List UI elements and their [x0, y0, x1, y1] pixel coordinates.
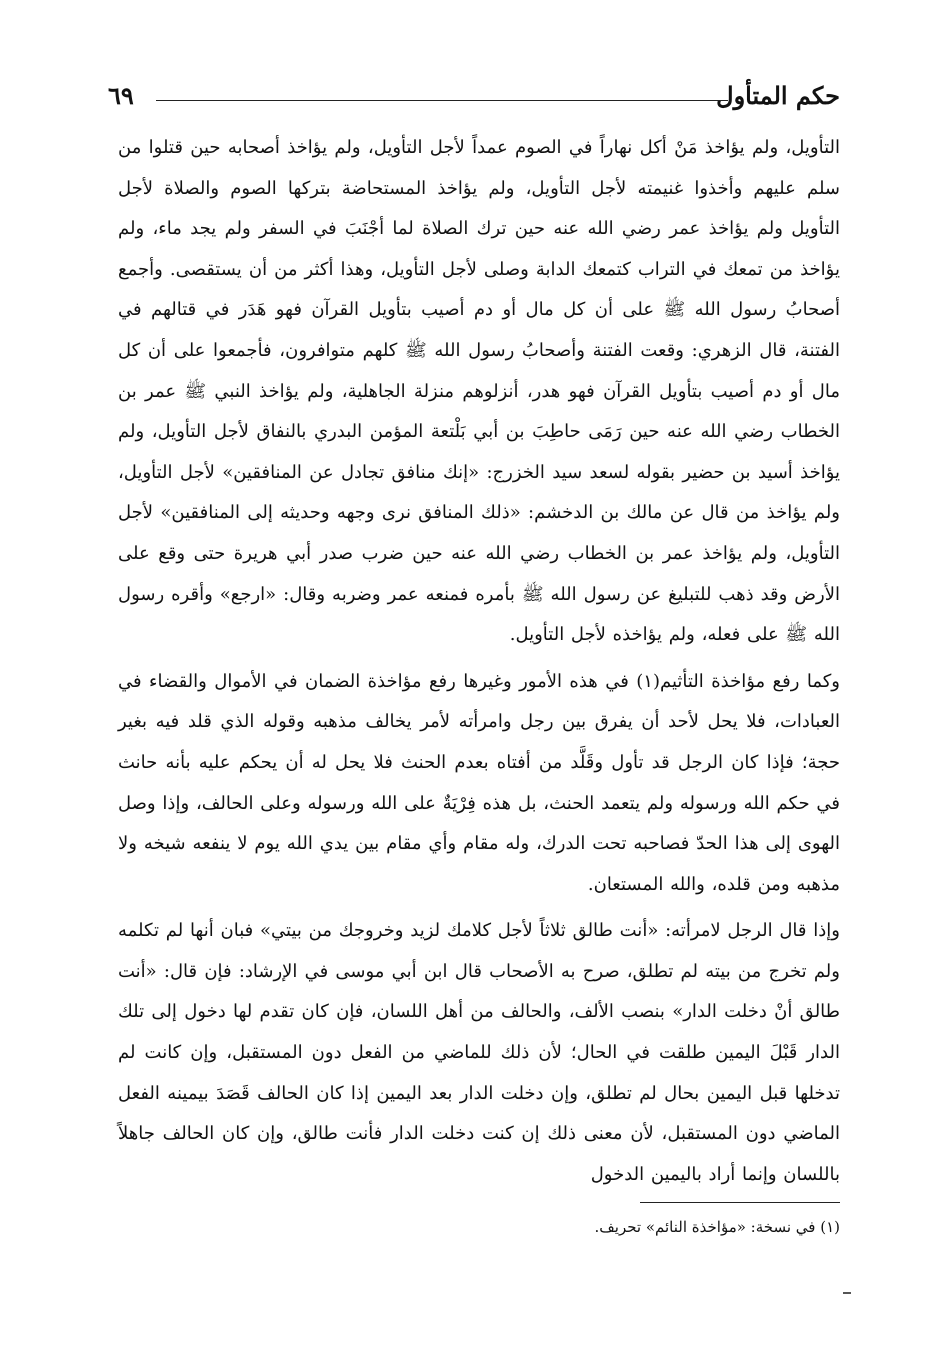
footnote-rule	[640, 1202, 840, 1203]
page-header	[108, 80, 840, 116]
paragraph-3: وإذا قال الرجل لامرأته: «أنت طالق ثلاثاً لأجل كلامك لزيد وخروجك من بيتي» فبان أنها لم تكلمه ولم تخرج من بيته لم تطلق، صرح به الأصحاب قال ابن أبي موسى في الإرشاد: فإن قال: «أنت طالق أنْ دخلت الدار» بنصب الألف، والحالف من أهل اللسان، فإن كان تقدم لها دخول إلى تلك الدار قَبْلَ اليمين طلقت في الحال؛ لأن ذلك للماضي من الفعل دون المستقبل، وإن كانت لم تدخلها قبل اليمين بحال لم تطلق، وإن دخلت الدار بعد اليمين إذا كان الحالف قَصَدَ بيمينه الفعل الماضي دون المستقبل، لأن معنى ذلك إن كنت دخلت الدار فأنت طالق، وإن كان الحالف جاهلاً باللسان وإنما أراد باليمين الدخول	[118, 920, 840, 1185]
header-rule	[156, 100, 728, 101]
body-text	[118, 128, 840, 1201]
page-number: ٦٩	[108, 81, 134, 110]
paragraph-1: التأويل، ولم يؤاخذ مَنْ أكل نهاراً في الصوم عمداً لأجل التأويل، ولم يؤاخذ أصحابه حين قتلوا من سلم عليهم وأخذوا غنيمته لأجل التأويل، ولم يؤاخذ المستحاضة بتركها الصوم والصلاة لأجل التأويل ولم يؤاخذ عمر رضي الله عنه حين ترك الصلاة لما أجْنَبَ في السفر ولم يجد ماء، ولم يؤاخذ من تمعك في التراب كتمعك الدابة وصلى لأجل التأويل، وهذا أكثر من أن يستقصى. وأجمع أصحابُ رسول الله ﷺ على أن كل مال أو دم أصيب بتأويل القرآن فهو هَدَر في قتالهم في الفتنة، قال الزهري: وقعت الفتنة وأصحابُ رسول الله ﷺ كلهم متوافرون، فأجمعوا على أن كل مال أو دم أصيب بتأويل القرآن فهو هدر، أنزلوهم منزلة الجاهلية، ولم يؤاخذ النبي ﷺ عمر بن الخطاب رضي الله عنه حين رَمَى حاطِبَ بن أبي بَلْتعة المؤمن البدري بالنفاق لأجل التأويل، ولم يؤاخذ أسيد بن حضير بقوله لسعد سيد الخزرج: «إنك منافق تجادل عن المنافقين» لأجل التأويل، ولم يؤاخذ من قال عن مالك بن الدخشم: «ذلك المنافق نرى وجهه وحديثه إلى المنافقين» لأجل التأويل، ولم يؤاخذ عمر بن الخطاب رضي الله عنه حين ضرب صدر أبي هريرة حتى وقع على الأرض وقد ذهب للتبليغ عن رسول الله ﷺ بأمره فمنعه عمر وضربه وقال: «ارجع» وأقره رسول الله ﷺ على فعله، ولم يؤاخذه لأجل التأويل.	[118, 137, 841, 646]
scan-mark	[843, 1292, 851, 1294]
running-title: حكم المتأول	[716, 81, 840, 110]
footnote: (١) في نسخة: «مؤاخذة النائم» تحريف.	[594, 1218, 840, 1236]
paragraph-2: وكما رفع مؤاخذة التأثيم(١) في هذه الأمور وغيرها رفع مؤاخذة الضمان في الأموال والقضاء في العبادات، فلا يحل لأحد أن يفرق بين رجل وامرأته لأمر يخالف مذهبه وقوله الذي قلد فيه بغير حجة؛ فإذا كان الرجل قد تأول وقَلَّد من أفتاه بعدم الحنث فلا يحل له أن يحكم عليه بأنه حانث في حكم الله ورسوله ولم يتعمد الحنث، بل هذه فِرْيَةٌ على الله ورسوله وعلى الحالف، وإذا وصل الهوى إلى هذا الحدّ فصاحبه تحت الدرك، وله مقام وأي مقام بين يدي الله يوم لا ينفعه شيخه ولا مذهبه ومن قلده، والله المستعان.	[118, 670, 840, 895]
